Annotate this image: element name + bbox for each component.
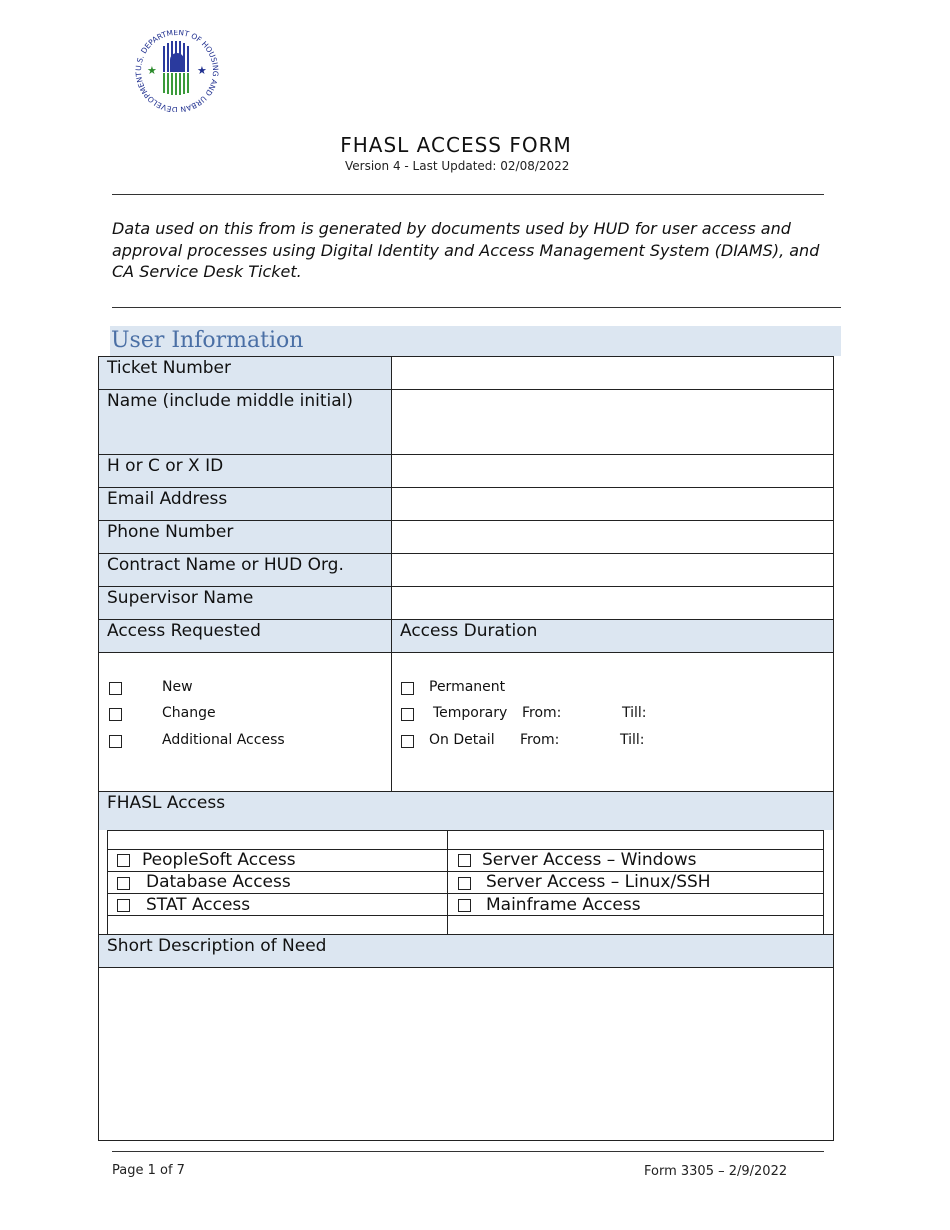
server-windows-label: Server Access – Windows bbox=[482, 850, 697, 870]
temporary-label: Temporary bbox=[433, 705, 508, 721]
row-rule bbox=[99, 553, 833, 554]
label-email: Email Address bbox=[99, 488, 391, 521]
column-divider bbox=[391, 357, 392, 791]
section-title: User Information bbox=[111, 328, 304, 353]
on-detail-from-label: From: bbox=[520, 732, 560, 748]
change-checkbox[interactable] bbox=[109, 708, 122, 721]
server-linux-label: Server Access – Linux/SSH bbox=[486, 872, 711, 892]
database-label: Database Access bbox=[146, 872, 291, 892]
server-windows-checkbox[interactable] bbox=[458, 854, 471, 867]
label-supervisor: Supervisor Name bbox=[99, 587, 391, 620]
header-divider bbox=[112, 194, 824, 195]
label-fhasl-access: FHASL Access bbox=[99, 792, 833, 830]
row-rule bbox=[99, 487, 833, 488]
name-input[interactable] bbox=[392, 390, 833, 455]
row-rule bbox=[99, 520, 833, 521]
short-description-input[interactable] bbox=[99, 968, 833, 1140]
intro-divider bbox=[112, 307, 841, 308]
change-label: Change bbox=[162, 705, 216, 721]
label-access-requested: Access Requested bbox=[99, 620, 391, 653]
intro-text: Data used on this from is generated by documents used by HUD for user access and approval processes using Digital Identity and Access Management System (DIAMS), and CA Service Desk Ticket. bbox=[112, 219, 820, 281]
mainframe-label: Mainframe Access bbox=[486, 895, 641, 915]
svg-text:★: ★ bbox=[147, 64, 157, 77]
form-title: FHASL ACCESS FORM bbox=[340, 133, 572, 157]
permanent-label: Permanent bbox=[429, 679, 506, 695]
stat-checkbox[interactable] bbox=[117, 899, 130, 912]
row-rule bbox=[99, 967, 833, 968]
temporary-from-label: From: bbox=[522, 705, 562, 721]
new-checkbox[interactable] bbox=[109, 682, 122, 695]
server-linux-checkbox[interactable] bbox=[458, 877, 471, 890]
seal-text: U.S. DEPARTMENT OF HOUSING AND URBAN DEVELOPMENT bbox=[133, 30, 221, 112]
on-detail-label: On Detail bbox=[429, 732, 495, 748]
row-rule bbox=[99, 454, 833, 455]
supervisor-input[interactable] bbox=[392, 587, 833, 620]
row-rule bbox=[99, 791, 833, 792]
hud-seal-logo bbox=[130, 30, 224, 112]
version-line: Version 4 - Last Updated: 02/08/2022 bbox=[345, 159, 570, 173]
temporary-checkbox[interactable] bbox=[401, 708, 414, 721]
additional-access-checkbox[interactable] bbox=[109, 735, 122, 748]
fhasl-access-grid bbox=[107, 830, 824, 935]
temporary-till-label: Till: bbox=[622, 705, 647, 721]
on-detail-checkbox[interactable] bbox=[401, 735, 414, 748]
stat-label: STAT Access bbox=[146, 895, 251, 915]
contract-input[interactable] bbox=[392, 554, 833, 587]
user-information-table bbox=[98, 356, 834, 1141]
row-rule bbox=[99, 389, 833, 390]
phone-input[interactable] bbox=[392, 521, 833, 554]
new-label: New bbox=[162, 679, 193, 695]
row-rule bbox=[99, 586, 833, 587]
form-number: Form 3305 – 2/9/2022 bbox=[644, 1164, 788, 1179]
svg-text:★: ★ bbox=[197, 64, 207, 77]
peoplesoft-checkbox[interactable] bbox=[117, 854, 130, 867]
page-number: Page 1 of 7 bbox=[112, 1163, 185, 1178]
permanent-checkbox[interactable] bbox=[401, 682, 414, 695]
on-detail-till-label: Till: bbox=[620, 732, 645, 748]
peoplesoft-label: PeopleSoft Access bbox=[142, 850, 296, 870]
section-header bbox=[110, 326, 841, 356]
label-phone: Phone Number bbox=[99, 521, 391, 554]
label-short-description: Short Description of Need bbox=[99, 935, 833, 968]
label-name: Name (include middle initial) bbox=[99, 390, 391, 455]
footer-divider bbox=[112, 1151, 824, 1152]
label-hcx-id: H or C or X ID bbox=[99, 455, 391, 488]
database-checkbox[interactable] bbox=[117, 877, 130, 890]
label-contract: Contract Name or HUD Org. bbox=[99, 554, 391, 587]
label-ticket-number: Ticket Number bbox=[99, 357, 391, 390]
row-rule bbox=[99, 619, 833, 620]
hcx-id-input[interactable] bbox=[392, 455, 833, 488]
ticket-number-input[interactable] bbox=[392, 357, 833, 390]
row-rule bbox=[99, 652, 833, 653]
label-access-duration: Access Duration bbox=[392, 620, 833, 653]
mainframe-checkbox[interactable] bbox=[458, 899, 471, 912]
additional-access-label: Additional Access bbox=[162, 732, 285, 748]
email-input[interactable] bbox=[392, 488, 833, 521]
